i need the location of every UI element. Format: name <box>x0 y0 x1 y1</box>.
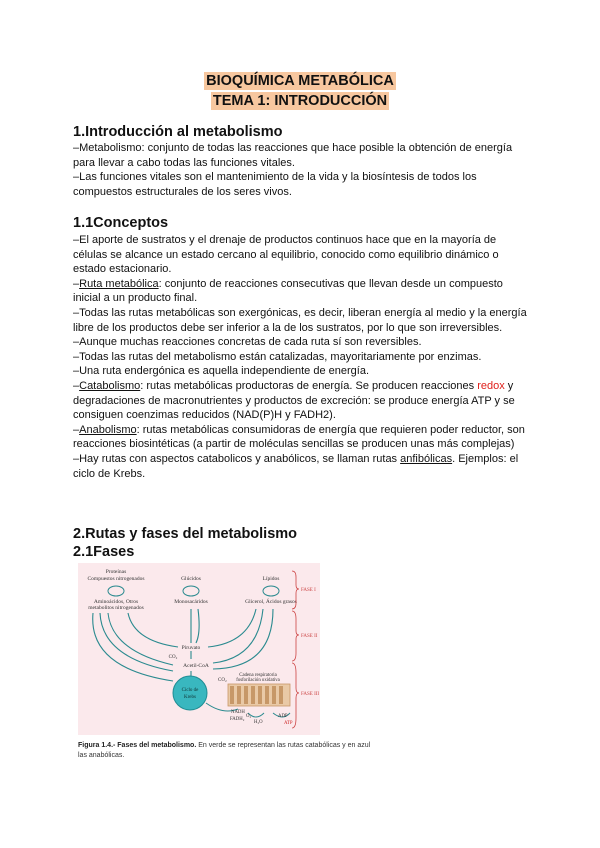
paragraph: –El aporte de sustratos y el drenaje de productos continuos hace que en la mayoría de células se alcance un estado cercano al equilibrio, conocido como equilibrio dinámico o estado estacionario. <box>73 234 499 276</box>
metabolism-phases-figure <box>78 563 320 735</box>
label-fase-2: FASE II <box>301 634 318 639</box>
term-catabolismo: Catabolismo <box>79 379 141 392</box>
paragraph: –Catabolismo: rutas metabólicas productoras de energía. Se producen reacciones redox y degradaciones de macronutrientes y productos de excreción: se produce energía ATP y se consiguen coenzimas reducidos (NAD(P)H y FADH2). <box>73 379 515 422</box>
document-title <box>0 72 600 112</box>
label-h2o: H₂O <box>254 720 263 725</box>
krebs-cycle-circle <box>173 676 207 710</box>
label-monosacaridos: Monosacáridos <box>174 599 208 605</box>
figure-caption <box>78 741 378 760</box>
section-1-1-body <box>73 233 533 481</box>
label-fase-3: FASE III <box>301 692 320 697</box>
paragraph: –Metabolismo: conjunto de todas las reacciones que hace posible la obtención de energía para llevar a cabo todas las funciones vitales. <box>73 142 513 169</box>
label-krebs-2: Krebs <box>184 695 196 700</box>
term-anabolismo: Anabolismo <box>79 423 137 436</box>
label-metabolitos-nitrogenados: metabolitos nitrogenados <box>88 605 144 611</box>
section-1-body <box>73 141 533 199</box>
term-anfibolicas: anfibólicas <box>400 452 453 465</box>
paragraph: –Una ruta endergónica es aquella independiente de energía. <box>73 365 370 378</box>
section-1-heading: 1.Introducción al metabolismo <box>73 124 283 140</box>
section-2-1-heading: 2.1Fases <box>73 544 135 560</box>
metabolism-diagram <box>78 563 320 735</box>
paragraph: –Ruta metabólica: conjunto de reacciones consecutivas que llevan desde un compuesto inicial a un producto final. <box>73 277 503 305</box>
title-line-1: BIOQUÍMICA METABÓLICA <box>206 73 394 89</box>
term-redox: redox <box>477 379 505 392</box>
paragraph: –Las funciones vitales son el mantenimiento de la vida y la biosíntesis de todos los compuestos estructurales de los seres vivos. <box>73 171 477 198</box>
label-adp: ADP <box>278 714 288 719</box>
paragraph: –Hay rutas con aspectos catabolicos y anabólicos, se llaman rutas anfibólicas. Ejemplos: el ciclo de Krebs. <box>73 452 519 480</box>
term-ruta-metabolica: Ruta metabólica <box>79 277 159 290</box>
label-acetil-coa: Acetil-CoA <box>183 663 209 669</box>
label-glucidos: Glúcidos <box>181 576 201 582</box>
paragraph: –Todas las rutas metabólicas son exergónicas, es decir, liberan energía al medio y la energía libre de los productos debe ser inferior a la de los sustratos, por lo que son irreversibles. <box>73 306 527 334</box>
label-nadh: NADH <box>231 710 245 715</box>
label-fase-1: FASE I <box>301 588 316 593</box>
label-aminoacidos: Aminoácidos, Otros <box>93 599 139 605</box>
label-co2-b: CO₂ <box>218 678 227 683</box>
label-atp: ATP <box>284 721 293 726</box>
phase-1-cycles <box>108 586 279 596</box>
label-piruvato: Piruvato <box>181 645 201 651</box>
label-co2-a: CO₂ <box>168 655 178 660</box>
label-krebs-1: Ciclo de <box>181 688 199 693</box>
label-lipidos: Lípidos <box>262 576 280 582</box>
caption-title: Figura 1.4.- Fases del metabolismo. <box>78 742 197 749</box>
label-proteinas: Proteínas <box>105 569 127 575</box>
title-line-2: TEMA 1: INTRODUCCIÓN <box>212 93 388 109</box>
section-1-1-heading: 1.1Conceptos <box>73 215 169 231</box>
label-compuestos-nitrogenados: Compuestos nitrogenados <box>87 576 145 582</box>
caption-text: En verde se representan las rutas catabólicas y en azul las anabólicas. <box>78 742 371 759</box>
paragraph: –Todas las rutas del metabolismo están catalizadas, mayoritariamente por enzimas. <box>73 350 482 363</box>
section-2-heading: 2.Rutas y fases del metabolismo <box>73 526 298 542</box>
label-cadena-respiratoria: Cadena respiratoria <box>239 673 277 678</box>
label-fosforilacion: fosforilación oxidativa <box>236 678 280 683</box>
label-glicerol: Glicerol, Ácidos grasos <box>245 599 297 605</box>
label-o2: O₂ <box>246 714 252 719</box>
label-fadh2: FADH₂ <box>230 717 245 722</box>
paragraph: –Anabolismo: rutas metabólicas consumidoras de energía que requieren poder reductor, son reacciones biosintéticas (a partir de moléculas sencillas se producen unas más complejas) <box>73 423 525 451</box>
paragraph: –Aunque muchas reacciones concretas de cada ruta sí son reversibles. <box>73 336 422 349</box>
phase-braces <box>292 571 299 728</box>
